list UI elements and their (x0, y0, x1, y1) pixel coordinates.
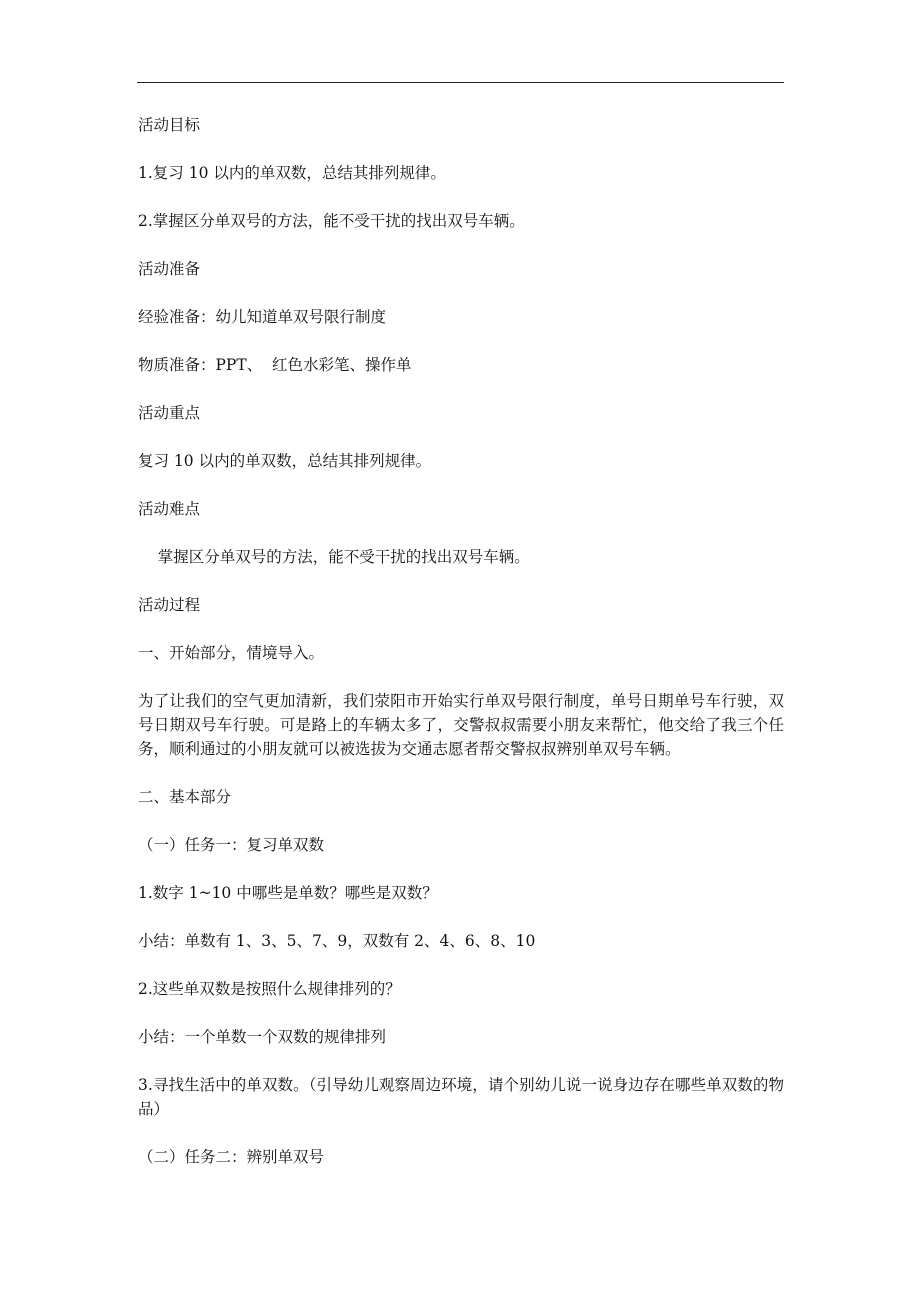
task-1-title: （一）任务一：复习单双数 (138, 836, 325, 854)
material-preparation: 物质准备：PPT、 红色水彩笔、操作单 (138, 356, 412, 374)
goal-item-2: 2.掌握区分单双号的方法，能不受干扰的找出双号车辆。 (138, 212, 525, 230)
task-1-question-3: 3.寻找生活中的单双数。（引导幼儿观察周边环境，请个别幼儿说一说身边存在哪些单双数的物品） (138, 1076, 784, 1118)
heading-activity-difficulty: 活动难点 (138, 500, 201, 518)
difficulty-text: 掌握区分单双号的方法，能不受干扰的找出双号车辆。 (138, 548, 530, 566)
header-rule (137, 82, 784, 83)
section-2-title: 二、基本部分 (138, 788, 232, 806)
section-1-title: 一、开始部分，情境导入。 (138, 644, 325, 662)
task-1-summary-1: 小结：单数有 1、3、5、7、9，双数有 2、4、6、8、10 (138, 932, 536, 950)
task-2-title: （二）任务二：辨别单双号 (138, 1148, 325, 1166)
experience-preparation: 经验准备：幼儿知道单双号限行制度 (138, 308, 387, 326)
intro-paragraph: 为了让我们的空气更加清新，我们荥阳市开始实行单双号限行制度，单号日期单号车行驶，双号日期双号车行驶。可是路上的车辆太多了，交警叔叔需要小朋友来帮忙，他交给了我三个任务，顺利通过的小朋友就可以被选拔为交通志愿者帮交警叔叔辨别单双号车辆。 (138, 692, 784, 758)
heading-activity-goals: 活动目标 (138, 116, 201, 134)
task-1-summary-2: 小结：一个单数一个双数的规律排列 (138, 1028, 387, 1046)
heading-activity-key-point: 活动重点 (138, 404, 201, 422)
task-1-question-2: 2.这些单双数是按照什么规律排列的？ (138, 980, 401, 998)
key-point-text: 复习 10 以内的单双数，总结其排列规律。 (138, 452, 432, 470)
heading-activity-process: 活动过程 (138, 596, 201, 614)
goal-item-1: 1.复习 10 以内的单双数，总结其排列规律。 (138, 164, 446, 182)
heading-activity-preparation: 活动准备 (138, 260, 201, 278)
task-1-question-1: 1.数字 1~10 中哪些是单数？哪些是双数？ (138, 884, 438, 902)
